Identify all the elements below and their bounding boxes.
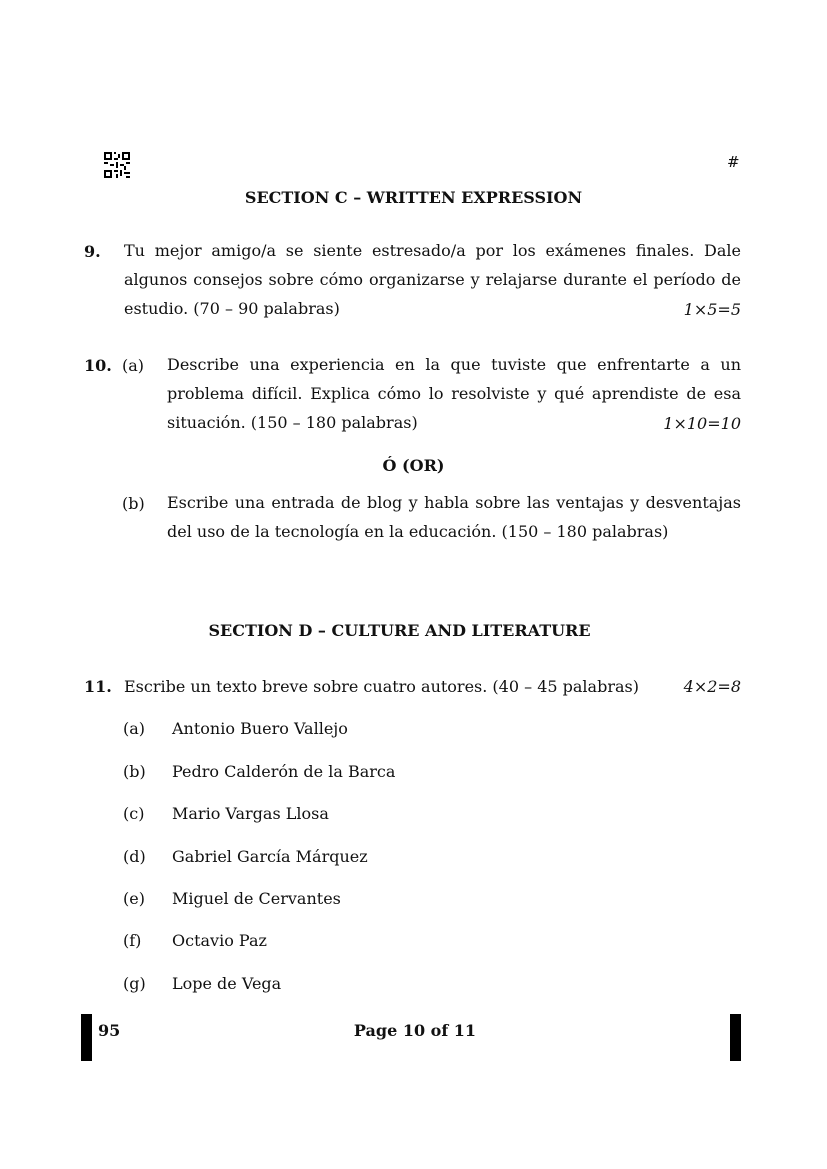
question-10a-line-3: situación. (150 – 180 palabras) bbox=[167, 413, 418, 432]
footer-page-number: Page 10 of 11 bbox=[353, 1021, 477, 1040]
author-item-label: (b) bbox=[123, 762, 146, 781]
question-9-line-3: estudio. (70 – 90 palabras) bbox=[124, 299, 340, 318]
author-item-text: Miguel de Cervantes bbox=[172, 889, 341, 908]
question-10a-line-1: Describe una experiencia en la que tuviste que enfrentarte a un bbox=[167, 355, 741, 374]
section-c-title: SECTION C – WRITTEN EXPRESSION bbox=[244, 188, 583, 207]
question-10-marks: 1×10=10 bbox=[663, 414, 741, 433]
author-item-text: Pedro Calderón de la Barca bbox=[172, 762, 396, 781]
author-item-label: (e) bbox=[123, 889, 145, 908]
page-symbol: # bbox=[727, 153, 740, 171]
qr-code bbox=[104, 152, 130, 178]
question-10a-line-2: problema difícil. Explica cómo lo resolviste y qué aprendiste de esa bbox=[167, 384, 741, 403]
question-9-number: 9. bbox=[84, 242, 101, 261]
author-item-label: (f) bbox=[123, 931, 142, 950]
question-10a-label: (a) bbox=[122, 356, 145, 375]
question-9-line-2: algunos consejos sobre cómo organizarse y relajarse durante el período de bbox=[124, 270, 741, 289]
footer-code: 95 bbox=[98, 1021, 121, 1040]
author-item-label: (a) bbox=[123, 719, 146, 738]
question-11-text: Escribe un texto breve sobre cuatro autores. (40 – 45 palabras) bbox=[124, 677, 639, 696]
author-item-text: Gabriel García Márquez bbox=[172, 847, 368, 866]
footer-right-bar bbox=[730, 1014, 741, 1061]
question-11-number: 11. bbox=[84, 677, 112, 696]
author-item-text: Octavio Paz bbox=[172, 931, 267, 950]
author-item-label: (c) bbox=[123, 804, 145, 823]
question-10b-label: (b) bbox=[122, 494, 145, 513]
question-9-line-1: Tu mejor amigo/a se siente estresado/a por los exámenes finales. Dale bbox=[124, 241, 741, 260]
question-10b-line-2: del uso de la tecnología en la educación. (150 – 180 palabras) bbox=[167, 522, 669, 541]
author-item-text: Mario Vargas Llosa bbox=[172, 804, 329, 823]
question-10b-line-1: Escribe una entrada de blog y habla sobre las ventajas y desventajas bbox=[167, 493, 741, 512]
author-item-label: (d) bbox=[123, 847, 146, 866]
author-item-text: Antonio Buero Vallejo bbox=[172, 719, 348, 738]
author-item-text: Lope de Vega bbox=[172, 974, 282, 993]
section-d-title: SECTION D – CULTURE AND LITERATURE bbox=[208, 621, 591, 640]
author-item-label: (g) bbox=[123, 974, 146, 993]
or-separator: Ó (OR) bbox=[382, 456, 445, 475]
question-11-marks: 4×2=8 bbox=[683, 677, 741, 696]
question-10-number: 10. bbox=[84, 356, 112, 375]
question-9-marks: 1×5=5 bbox=[683, 300, 741, 319]
